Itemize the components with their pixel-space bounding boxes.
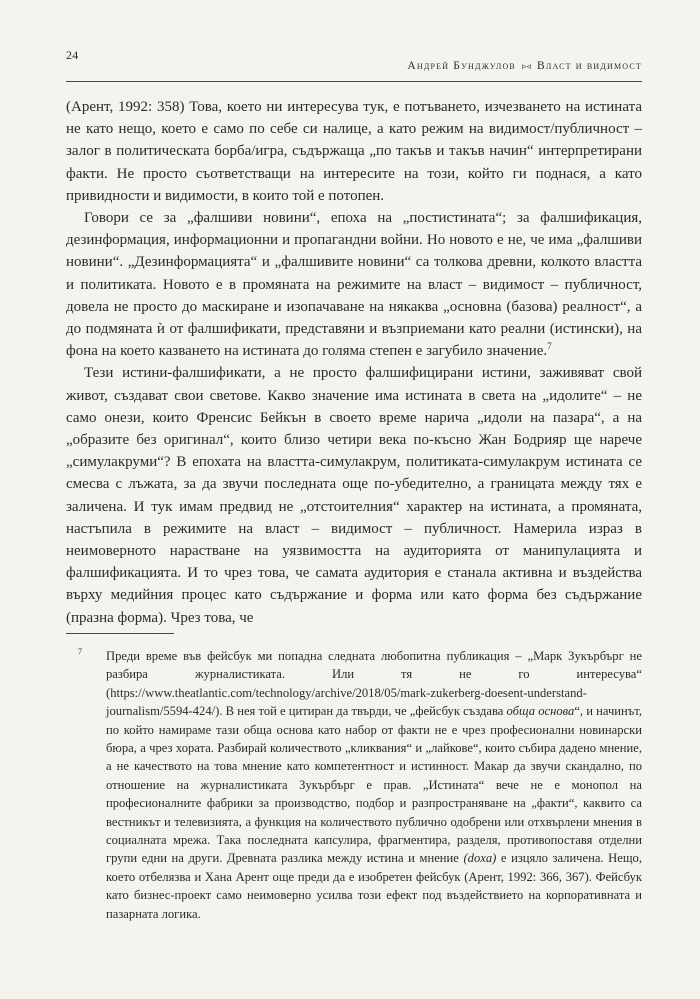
paragraph-2: [66, 207, 642, 362]
running-head-separator: ▹◃: [521, 60, 532, 71]
footnote-reference[interactable]: 7: [547, 341, 552, 352]
footnote-emphasis-2: (doxa): [463, 851, 497, 866]
running-head-author: Андрей Бунджулов: [407, 60, 516, 72]
paragraph-2-text: Говори се за „фалшиви новини“, епоха на „постистината“; за фалшификация, дезинформация, информационни и пропагандни войни. Но новото е не, че има „фалшиви новини“. „Дезинформацията“ и „фалшивите новини“ са толкова древни, колкото властта и политиката. Новото е в промяната на режимите на власт – видимост – публичност, довела не просто до маскиране и изопачаване на някаква „основна (базова) реалност“, а до подмяната ѝ от фалшификати, представяни и възприемани като реални (истински), на фона на което казването на истината до голяма степен е загубило значение.: [66, 210, 642, 360]
footnote-rule: [66, 633, 174, 634]
footnote: [78, 647, 642, 923]
footnote-text: [78, 647, 642, 923]
running-head-title: Власт и видимост: [537, 60, 642, 72]
paragraph-1: (Арент, 1992: 358) Това, което ни интересува тук, е потъването, изчезването на истината не като нещо, което е само по себе си налице, а като режим на видимост/публичност – залог в политическата борба/игра, съдържаща „по такъв и такъв начин“ интерпретирани факти. Не просто съответстващи на интересите на този, който ги поднася, а като привидности и видимости, в които той е потопен.: [66, 99, 642, 204]
footnote-text-part-2: “, и начинът, по който намираме тази обща основа като набор от факти не е чрез професионални новинарски бюра, а чрез хората. Разбирай количеството „кликвания“ и „лайкове“, които събира дадено мнение, а не качеството на това мнение като компетентност и истинност. Макар да звучи скандално, по отношение на журналистиката Зукърбърг е прав. „Истината“ вече не е монопол на професионалните фабрики за производство, подбор и разпространяване на „факти“, каквито са вестникът и телевизията, а функция на количеството публично одобрени или отхвърлени мнения в социалната мрежа. Така последната капсулира, фрагментира, разделя, противопоставя отделни групи едни на други. Древната разлика между истина и мнение: [106, 704, 642, 866]
running-head: [407, 60, 642, 72]
footnote-emphasis-1: обща основа: [506, 704, 575, 719]
footnote-text-part-3: е изцяло заличена. Нещо, което отбелязва и Хана Арент още преди да е изобретен фейсбук (Арент, 1992: 366, 367). Фейсбук като бизнес-проект само неимоверно усилва този ефект под въздействието на корпоративната и пазарната логика.: [106, 851, 642, 921]
page-number: 24: [66, 48, 79, 62]
header-rule: [66, 81, 642, 82]
paragraph-3: Тези истини-фалшификати, а не просто фалшифицирани истини, заживяват свой живот, създават свои светове. Какво значение има истината в света на „идолите“ – не само онези, които Френсис Бейкън в своето време нарича „идоли на пазара“, а на „образите без оригинал“, които близо четири века по-късно Жан Бодрияр ще нарече „симулакруми“? В епохата на властта-симулакрум, политиката-симулакрум истината се смесва с лъжата, за да звучи последната още по-убедително, а границата между тях е заличена. И тук имам предвид не „отстоителния“ характер на истината, а промяната, настъпила в режимите на власт – видимост – публичност. Намерила израз в неимоверното нарастване на уязвимостта на аудиторията от манипулацията и фалшификацията. И то чрез това, че самата аудитория е станала активна и въздейства върху медийния процес като съдържание и форма или като форма без съдържание (празна форма). Чрез това, че: [66, 365, 642, 626]
footnote-text-part-1: Преди време във фейсбук ми попадна следната любопитна публикация – „Марк Зукърбърг не разбира журналистиката. Или тя не го интересува“ (https://www.theatlantic.com/technology/archive/2018/05/mark-zukerberg-doesent-understand-journalism/5594-424/). В нея той е цитиран да твърди, че „фейсбук създава: [106, 649, 642, 719]
body-text: [66, 96, 642, 629]
footnote-number: 7: [78, 647, 82, 656]
